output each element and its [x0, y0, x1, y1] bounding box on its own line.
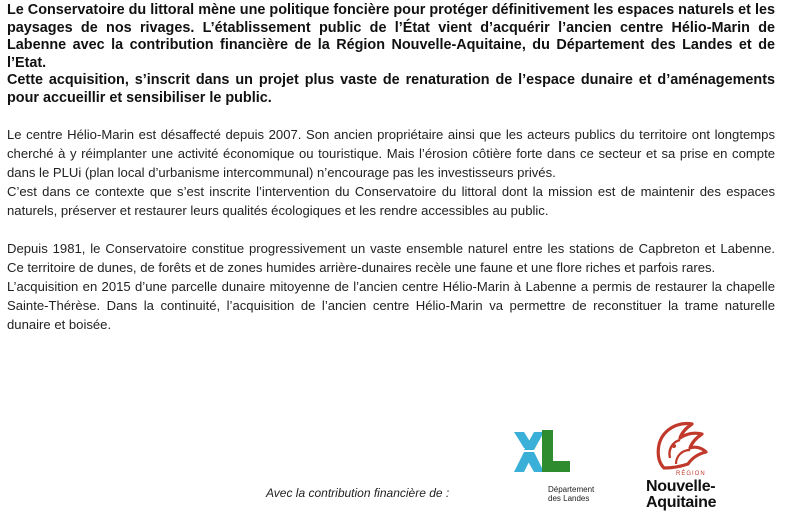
departement-landes-logo	[512, 428, 594, 504]
body-paragraph-4: L’acquisition en 2015 d’une parcelle dunaire mitoyenne de l’ancien centre Hélio-Marin à Labenne a permis de restaurer la chapelle Sainte-Thérèse. Dans la continuité, l’acquisition de l’ancien centre Hélio-Marin va permettre de reconstituer la trame naturelle dunaire et boisée.	[7, 278, 775, 333]
spacer	[7, 108, 775, 125]
nouvelle-aquitaine-logo	[640, 420, 740, 515]
body-paragraph-2: C’est dans ce contexte que s’est inscrite l’intervention du Conservatoire du littoral dont la mission est de maintenir des espaces naturels, préserver et restaurer leurs qualités écologiques et les rendre accessibles au public.	[7, 184, 775, 219]
marianne-lion-icon	[652, 420, 712, 472]
landes-caption: Département des Landes	[548, 485, 595, 503]
region-label: RÉGION	[676, 471, 706, 477]
body-paragraph-3: Depuis 1981, le Conservatoire constitue progressivement un vaste ensemble naturel entre les stations de Capbreton et Labenne. Ce territoire de dunes, de forêts et de zones humides arrière-dunaires recèle une faune et une flore riches et parfois rares.	[7, 240, 775, 275]
contribution-label: Avec la contribution financière de :	[266, 486, 450, 500]
body-paragraph-1: Le centre Hélio-Marin est désaffecté depuis 2007. Son ancien propriétaire ainsi que les acteurs publics du territoire ont longtemps cherché à y réimplanter une activité économique ou touristique. Mais l’érosion côtière forte dans ce secteur et sa prise en compte dans le PLUi (plan local d’urbanisme intercommunal) n’encourage pas les investisseurs privés.	[7, 126, 775, 180]
document-page	[7, 2, 775, 335]
intro-paragraph-2: Cette acquisition, s’inscrit dans un projet plus vaste de renaturation de l’espace dunaire et d’aménagements pour accueillir et sensibiliser le public.	[7, 72, 775, 106]
region-name-line-1: Nouvelle-	[646, 478, 716, 495]
intro-paragraph-1: Le Conservatoire du littoral mène une politique foncière pour protéger définitivement les espaces naturels et les paysages de nos rivages. L’établissement public de l’État vient d’acquérir l’ancien centre Hélio-Marin de Labenne avec la contribution financière de la Région Nouvelle-Aquitaine, du Département des Landes et de l’Etat.	[7, 2, 775, 71]
region-name-line-2: Aquitaine	[646, 494, 717, 511]
xl-logo-icon	[512, 428, 574, 476]
spacer	[7, 221, 775, 239]
